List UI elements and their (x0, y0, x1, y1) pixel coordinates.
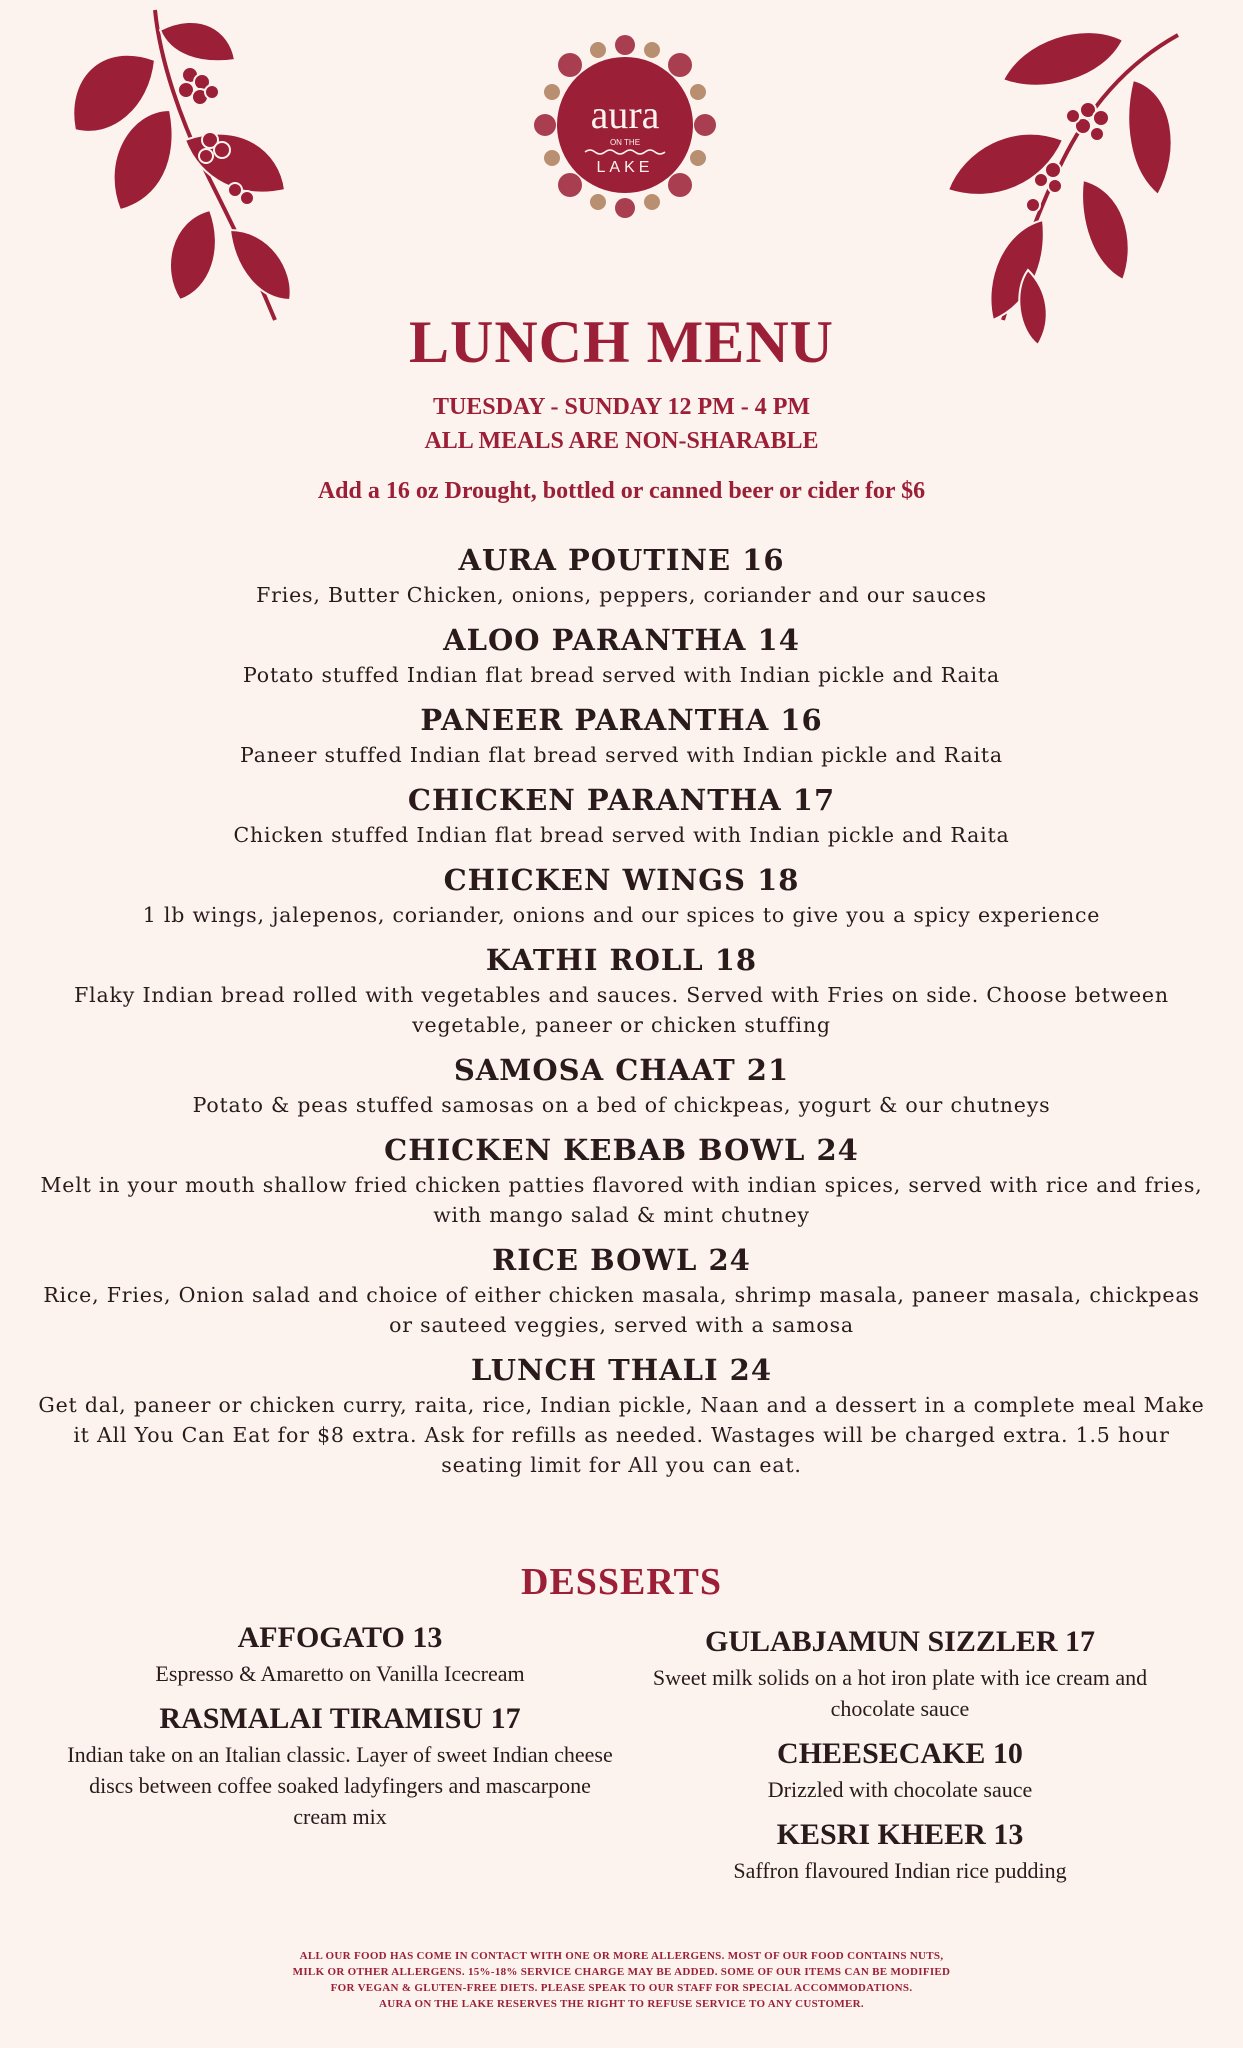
service-hours: TUESDAY - SUNDAY 12 PM - 4 PM (432, 394, 811, 420)
dessert-description: Saffron flavoured Indian rice pudding (733, 1858, 1067, 1883)
drink-promo: Add a 16 oz Drought, bottled or canned beer or cider for $6 (317, 478, 926, 504)
dessert-item (60, 1618, 620, 1689)
menu-item-name: CHICKEN PARANTHA 17 (407, 783, 836, 817)
desserts-heading: DESSERTS (521, 1561, 722, 1603)
disclaimer-line: ALL OUR FOOD HAS COME IN CONTACT WITH ONE OR MORE ALLERGENS. MOST OF OUR FOOD CONTAINS NUTS, (299, 1950, 944, 1962)
menu-item (30, 540, 1213, 610)
menu-item (30, 860, 1213, 930)
menu-item (30, 1130, 1213, 1230)
dessert-name: KESRI KHEER 13 (776, 1818, 1024, 1851)
allergen-disclaimer (240, 1948, 1003, 2012)
dessert-item (60, 1699, 620, 1832)
menu-item-description: Paneer stuffed Indian flat bread served with Indian pickle and Raita (240, 743, 1003, 767)
menu-item-description: Melt in your mouth shallow fried chicken patties flavored with indian spices, served with rice and fries, with mango salad & mint chutney (40, 1173, 1203, 1227)
desserts-left-column (60, 1618, 620, 1842)
menu-item-description: Fries, Butter Chicken, onions, peppers, coriander and our sauces (256, 583, 987, 607)
disclaimer-line: FOR VEGAN & GLUTEN-FREE DIETS. PLEASE SPEAK TO OUR STAFF FOR SPECIAL ACCOMMODATIONS. (330, 1982, 913, 1994)
menu-item-name: CHICKEN WINGS 18 (443, 863, 800, 897)
logo-lake: LAKE (596, 159, 654, 176)
dessert-item (620, 1622, 1180, 1724)
menu-header (0, 302, 1243, 505)
page-title: LUNCH MENU (409, 309, 834, 375)
dessert-name: CHEESECAKE 10 (777, 1737, 1023, 1770)
menu-item-name: LUNCH THALI 24 (470, 1353, 773, 1387)
menu-item-description: 1 lb wings, jalepenos, coriander, onions and our spices to give you a spicy experience (142, 903, 1101, 927)
dessert-item (620, 1734, 1180, 1805)
menu-item (30, 1240, 1213, 1340)
dessert-description: Sweet milk solids on a hot iron plate with ice cream and chocolate sauce (652, 1665, 1148, 1721)
menu-item-description: Rice, Fries, Onion salad and choice of either chicken masala, shrimp masala, paneer masala, chickpeas or sauteed veggies, served with a samosa (43, 1283, 1200, 1337)
menu-item-name: AURA POUTINE 16 (458, 543, 785, 577)
disclaimer-line: MILK OR OTHER ALLERGENS. 15%-18% SERVICE CHARGE MAY BE ADDED. SOME OF OUR ITEMS CAN BE MODIFIED (292, 1966, 951, 1978)
menu-item (30, 940, 1213, 1040)
coffee-branch-left-illustration (60, 0, 300, 330)
menu-item-name: CHICKEN KEBAB BOWL 24 (384, 1133, 859, 1167)
dessert-name: AFFOGATO 13 (237, 1621, 443, 1654)
dessert-item (620, 1815, 1180, 1886)
menu-item-description: Get dal, paneer or chicken curry, raita, rice, Indian pickle, Naan and a dessert in a complete meal Make it All You Can Eat for $8 extra. Ask for refills as needed. Wastages will be charged extra. 1.5 hour seating limit for All you can eat. (38, 1393, 1205, 1477)
dessert-name: RASMALAI TIRAMISU 17 (159, 1702, 521, 1735)
menu-item-description: Flaky Indian bread rolled with vegetables and sauces. Served with Fries on side. Choose between vegetable, paneer or chicken stuffing (74, 983, 1169, 1037)
disclaimer-line: AURA ON THE LAKE RESERVES THE RIGHT TO REFUSE SERVICE TO ANY CUSTOMER. (379, 1998, 864, 2010)
menu-item (30, 780, 1213, 850)
sharing-notice: ALL MEALS ARE NON-SHARABLE (424, 428, 819, 454)
menu-item (30, 1350, 1213, 1480)
menu-item-name: SAMOSA CHAAT 21 (453, 1053, 790, 1087)
dessert-description: Indian take on an Italian classic. Layer of sweet Indian cheese discs between coffee soaked ladyfingers and mascarpone cream mix (67, 1742, 613, 1829)
lunch-items-list (30, 540, 1213, 1490)
coffee-branch-right-illustration (943, 20, 1183, 350)
menu-item-name: ALOO PARANTHA 14 (443, 623, 800, 657)
menu-item-description: Potato stuffed Indian flat bread served with Indian pickle and Raita (243, 663, 1000, 687)
menu-item-name: PANEER PARANTHA 16 (420, 703, 823, 737)
logo-sub: ON THE (609, 138, 641, 147)
menu-item-description: Potato & peas stuffed samosas on a bed of chickpeas, yogurt & our chutneys (192, 1093, 1051, 1117)
menu-item-description: Chicken stuffed Indian flat bread served with Indian pickle and Raita (233, 823, 1010, 847)
menu-item-name: RICE BOWL 24 (492, 1243, 751, 1277)
menu-item-name: KATHI ROLL 18 (485, 943, 758, 977)
dessert-name: GULABJAMUN SIZZLER 17 (704, 1625, 1096, 1658)
menu-item (30, 700, 1213, 770)
dessert-description: Drizzled with chocolate sauce (767, 1777, 1033, 1802)
menu-item (30, 620, 1213, 690)
dessert-description: Espresso & Amaretto on Vanilla Icecream (155, 1661, 525, 1686)
aura-on-the-lake-logo (530, 30, 720, 220)
menu-item (30, 1050, 1213, 1120)
logo-word: aura (590, 92, 660, 137)
desserts-right-column (620, 1622, 1180, 1896)
